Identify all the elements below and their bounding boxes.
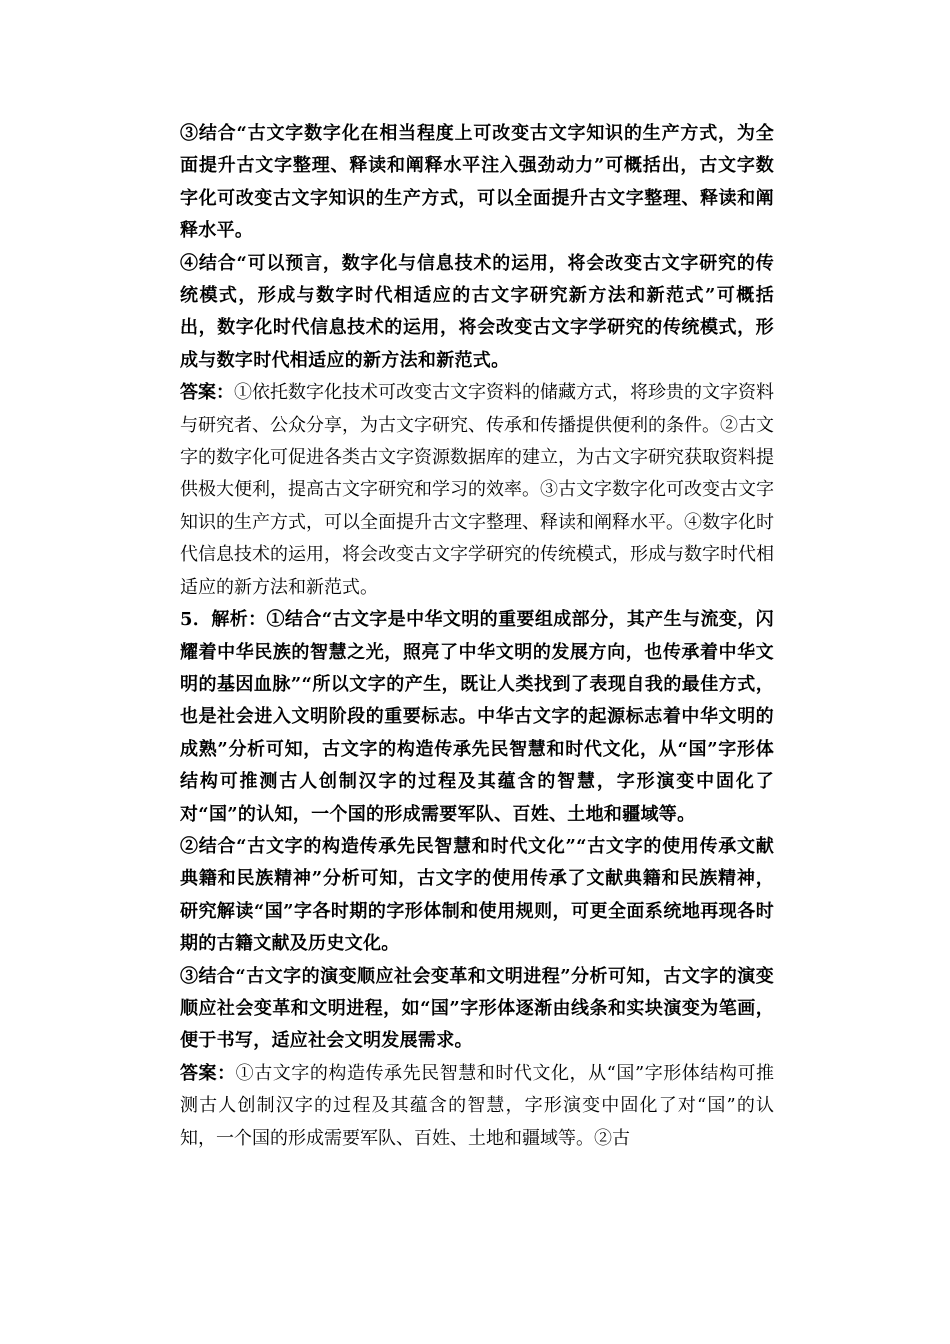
paragraph-text: ③结合“古文字数字化在相当程度上可改变古文字知识的生产方式，为全面提升古文字整理、释读和阐释水平注入强劲动力”可概括出，古文字数字化可改变古文字知识的生产方式，可以全面提升古文字整理、释读和阐释水平。 <box>180 123 774 242</box>
answer-label: 答案： <box>180 382 234 404</box>
answer-label: 答案： <box>180 1062 236 1084</box>
document-page <box>180 118 774 1155</box>
analysis-paragraph-4 <box>180 248 774 378</box>
analysis-paragraph-question-5-3 <box>180 961 774 1058</box>
analysis-paragraph-question-5-2 <box>180 831 774 961</box>
analysis-paragraph-question-5-1 <box>180 604 774 831</box>
paragraph-text: ④结合“可以预言，数字化与信息技术的运用，将会改变古文字研究的传统模式，形成与数字时代相适应的古文字研究新方法和新范式”可概括出，数字化时代信息技术的运用，将会改变古文字学研究的传统模式，形成与数字时代相适应的新方法和新范式。 <box>180 252 774 371</box>
paragraph-text: ③结合“古文字的演变顺应社会变革和文明进程”分析可知，古文字的演变顺应社会变革和文明进程，如“国”字形体逐渐由线条和实块演变为笔画，便于书写，适应社会文明发展需求。 <box>180 965 774 1052</box>
answer-paragraph-question-4 <box>180 377 774 604</box>
question-5-label: 5．解析： <box>180 609 267 631</box>
answer-text: ①依托数字化技术可改变古文字资料的储藏方式，将珍贵的文字资料与研究者、公众分享，为古文字研究、传承和传播提供便利的条件。②古文字的数字化可促进各类古文字资源数据库的建立，为古文字研究获取资料提供极大便利，提高古文字研究和学习的效率。③古文字数字化可改变古文字知识的生产方式，可以全面提升古文字整理、释读和阐释水平。④数字化时代信息技术的运用，将会改变古文字学研究的传统模式，形成与数字时代相适应的新方法和新范式。 <box>180 382 774 598</box>
answer-paragraph-question-5 <box>180 1058 774 1155</box>
paragraph-text: ②结合“古文字的构造传承先民智慧和时代文化”“古文字的使用传承文献典籍和民族精神”分析可知，古文字的使用传承了文献典籍和民族精神，研究解读“国”字各时期的字形体制和使用规则，可更全面系统地再现各时期的古籍文献及历史文化。 <box>180 835 774 955</box>
answer-text: ①古文字的构造传承先民智慧和时代文化，从“国”字形体结构可推测古人创制汉字的过程及其蕴含的智慧，字形演变中固化了对“国”的认知，一个国的形成需要军队、百姓、土地和疆域等。②古 <box>180 1062 775 1149</box>
paragraph-text: ①结合“古文字是中华文明的重要组成部分，其产生与流变，闪耀着中华民族的智慧之光，照亮了中华文明的发展方向，也传承着中华文明的基因血脉”“所以文字的产生，既让人类找到了表现自我的最佳方式，也是社会进入文明阶段的重要标志。中华古文字的起源标志着中华文明的成熟”分析可知，古文字的构造传承先民智慧和时代文化，从“国”字形体结构可推测古人创制汉字的过程及其蕴含的智慧，字形演变中固化了对“国”的认知，一个国的形成需要军队、百姓、土地和疆域等。 <box>180 609 774 825</box>
analysis-paragraph-3 <box>180 118 774 248</box>
